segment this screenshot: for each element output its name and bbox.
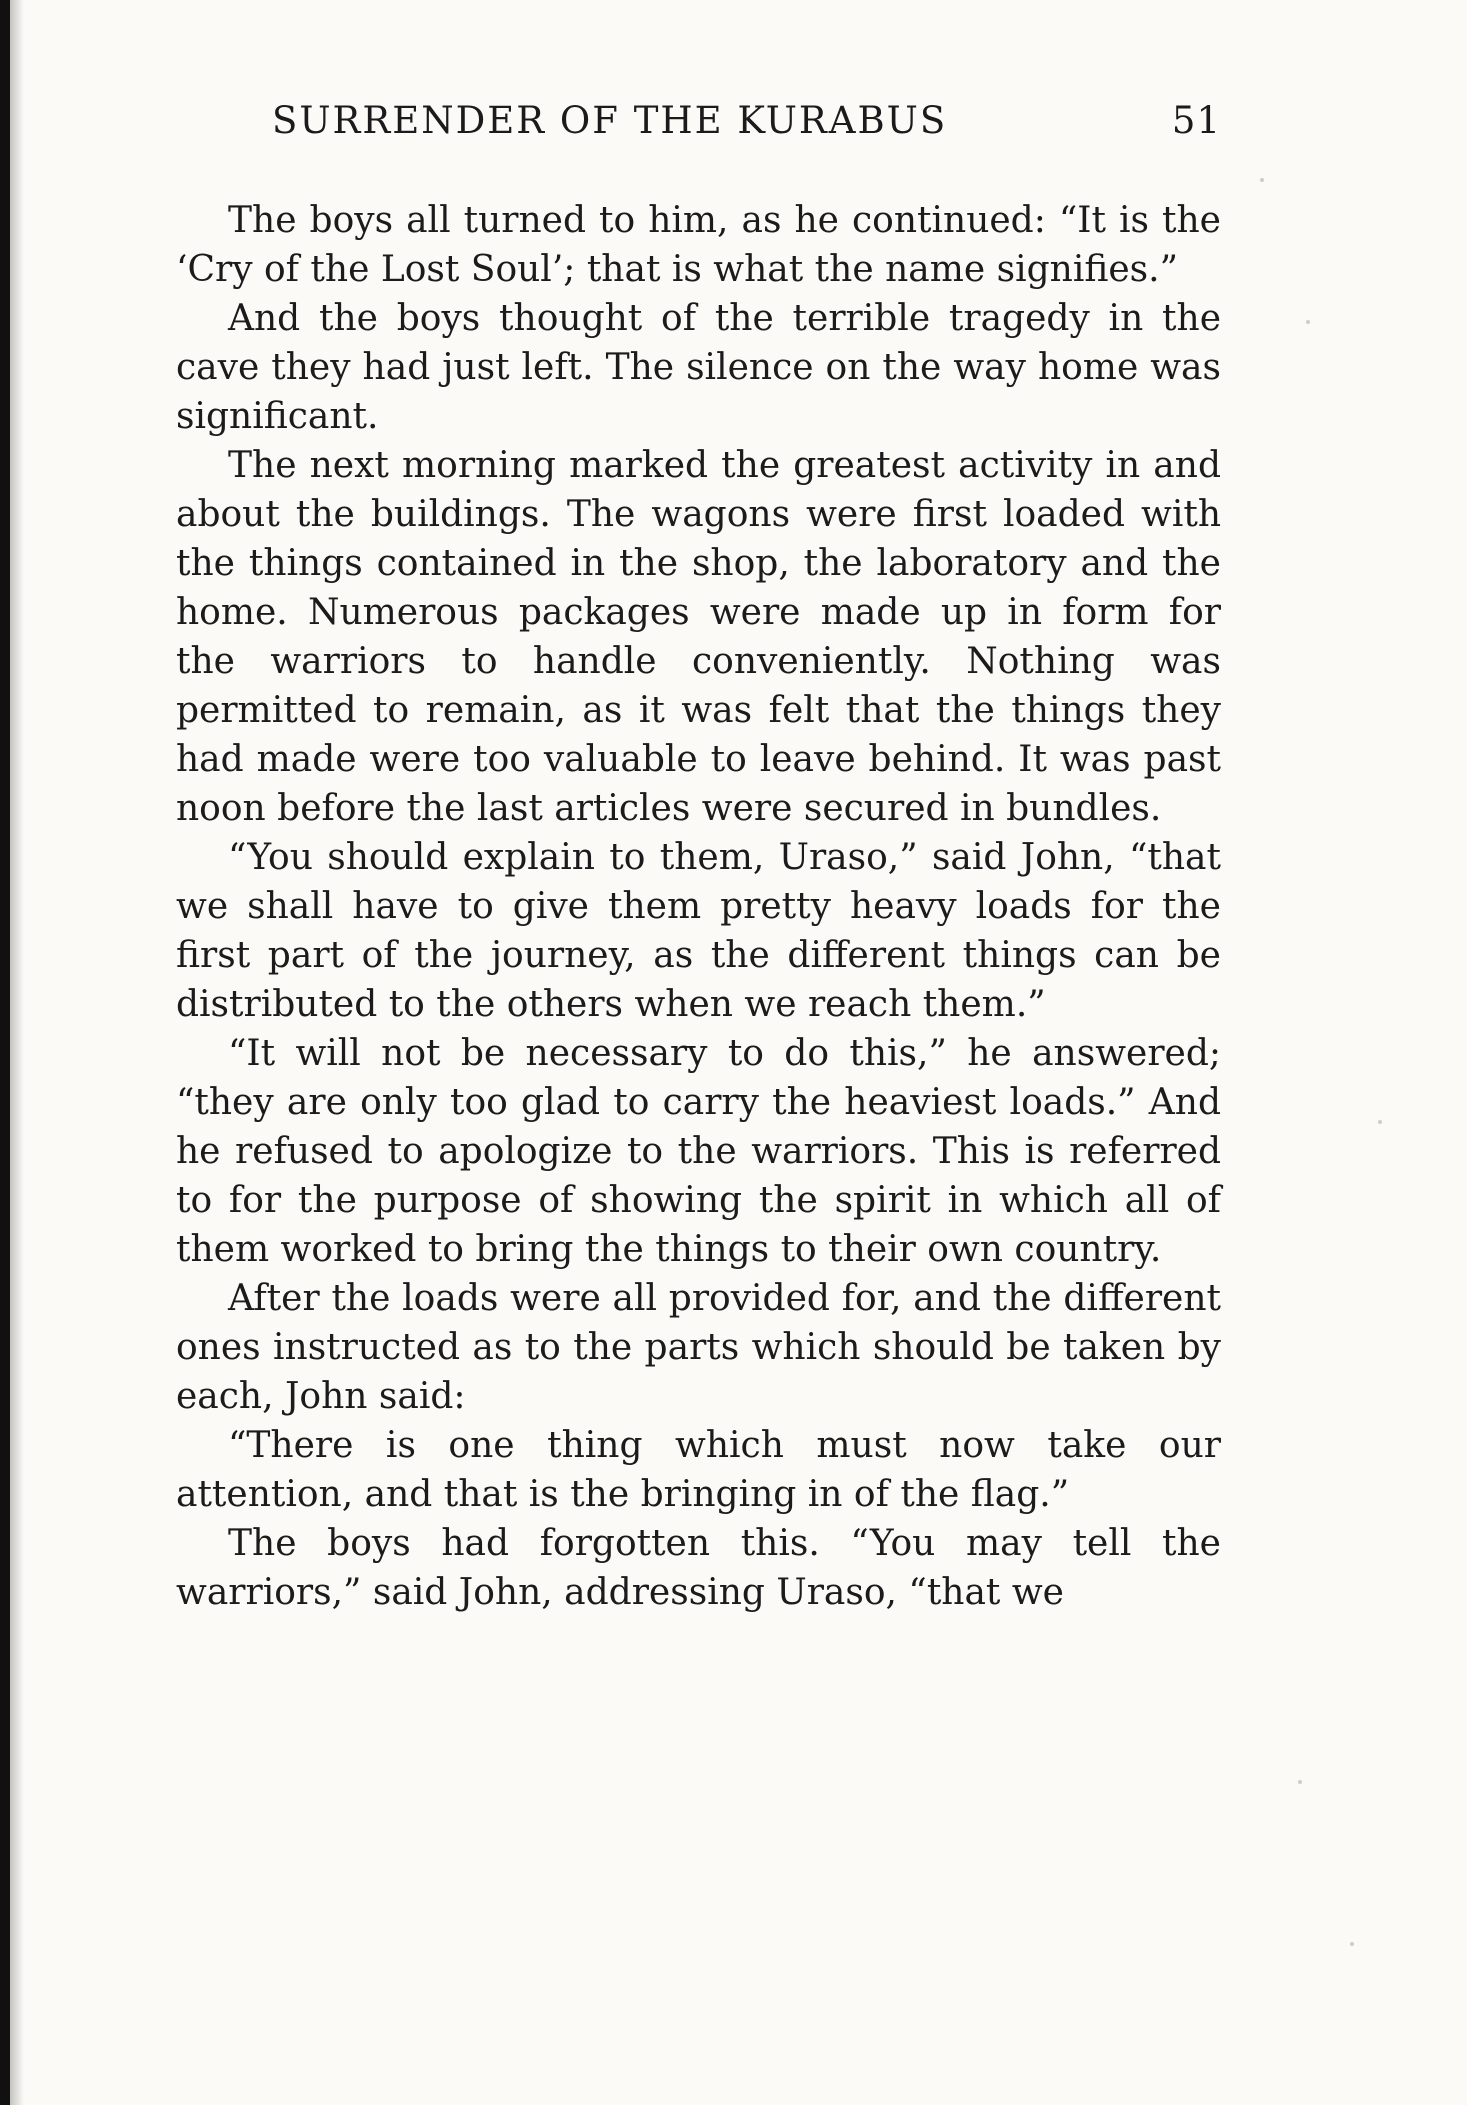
paragraph-5: “It will not be necessary to do this,” he answered; “they are only too glad to carry the heaviest loads.” And he refused to apologize to the warriors. This is referred to for the purpose of showing the spirit in which all of them worked to bring the things to their own country. xyxy=(176,1033,1221,1270)
paragraph-1: The boys all turned to him, as he continued: “It is the ‘Cry of the Lost Soul’; that is what the name signifies.” xyxy=(176,200,1221,290)
page-number: 51 xyxy=(1171,99,1221,142)
paragraph-4: “You should explain to them, Uraso,” said John, “that we shall have to give them pretty heavy loads for the first part of the journey, as the different things can be distributed to the others when we reach them.” xyxy=(176,837,1221,1025)
running-head-title: SURRENDER OF THE KURABUS xyxy=(272,99,948,142)
binding-edge xyxy=(0,0,10,2105)
paragraph-6: After the loads were all provided for, and the different ones instructed as to the parts which should be taken by each, John said: xyxy=(176,1278,1221,1417)
paragraph-7: “There is one thing which must now take our attention, and that is the bringing in of the flag.” xyxy=(176,1425,1221,1515)
paper-speck xyxy=(1306,320,1310,324)
paragraph-2: And the boys thought of the terrible tragedy in the cave they had just left. The silence on the way home was significant. xyxy=(176,298,1221,437)
binding-shadow xyxy=(10,0,24,2105)
running-head xyxy=(176,96,1221,152)
page-text xyxy=(176,96,1221,1617)
paper-speck xyxy=(1378,1120,1382,1124)
paper-speck xyxy=(1350,1942,1354,1946)
paragraph-3: The next morning marked the greatest activity in and about the buildings. The wagons were first loaded with the things contained in the shop, the laboratory and the home. Numerous packages were made up in form for the warriors to handle conveniently. Nothing was permitted to remain, as it was felt that the things they had made were too valuable to leave behind. It was past noon before the last articles were secured in bundles. xyxy=(176,445,1221,829)
paragraph-8: The boys had forgotten this. “You may tell the warriors,” said John, addressing Uraso, “that we xyxy=(176,1523,1221,1613)
paper-speck xyxy=(1298,1780,1302,1784)
paper-speck xyxy=(1260,178,1264,182)
